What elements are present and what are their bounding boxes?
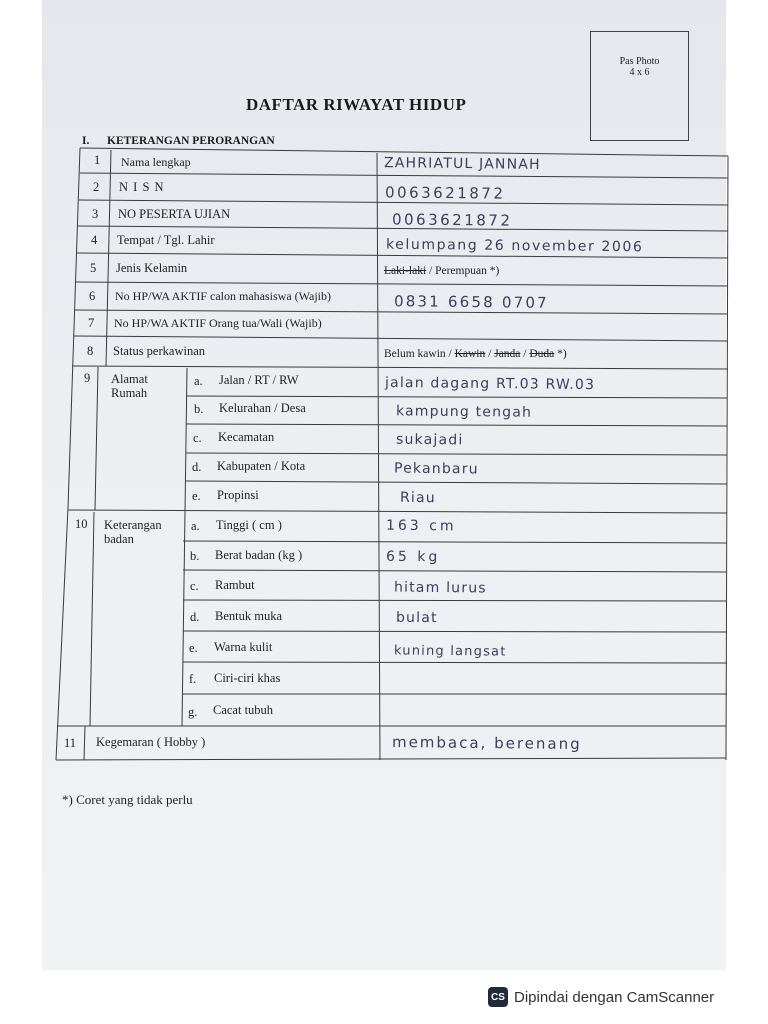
sub-value-jalan: jalan dagang RT.03 RW.03: [384, 374, 596, 394]
field-label-nisn: N I S N: [119, 180, 165, 194]
row-number: 11: [64, 736, 77, 750]
group-label-alamat: Alamat: [111, 372, 148, 386]
footnote-mark: *): [554, 348, 567, 360]
row-number: 6: [89, 289, 96, 303]
selected-option: Belum kawin /: [384, 348, 455, 360]
row-number: 7: [88, 316, 95, 330]
sub-label-bentuk-muka: Bentuk muka: [215, 609, 283, 623]
sub-label-berat: Berat badan (kg ): [215, 548, 303, 562]
row-number: 9: [84, 371, 91, 385]
sub-label-kelurahan: Kelurahan / Desa: [219, 401, 306, 415]
sub-value-warna-kulit: kuning langsat: [393, 643, 507, 660]
field-value-peserta: 0063621872: [391, 210, 513, 230]
page-title: DAFTAR RIWAYAT HIDUP: [246, 95, 467, 114]
sub-label-rambut: Rambut: [215, 578, 255, 592]
sub-letter: a.: [191, 519, 200, 533]
field-value-nama: ZAHRIATUL JANNAH: [383, 155, 541, 173]
field-label-hp-mahasiswa: No HP/WA AKTIF calon mahasiswa (Wajib): [115, 289, 331, 303]
sub-label-cacat: Cacat tubuh: [213, 703, 274, 717]
field-value-nisn: 0063621872: [384, 183, 506, 203]
field-label-ttl: Tempat / Tgl. Lahir: [117, 233, 215, 247]
sub-letter: b.: [190, 549, 200, 563]
field-value-status: [384, 348, 567, 360]
section-number: I.: [82, 135, 90, 147]
sub-letter: d.: [192, 460, 202, 474]
struck-option: Duda: [529, 348, 555, 360]
sub-letter: a.: [194, 374, 203, 388]
scanner-text: Dipindai dengan CamScanner: [514, 988, 715, 1006]
sub-value-propinsi: Riau: [399, 489, 436, 507]
separator: /: [520, 348, 530, 360]
sub-letter: b.: [194, 402, 204, 416]
sub-label-kabupaten: Kabupaten / Kota: [217, 459, 306, 473]
footnote: *) Coret yang tidak perlu: [62, 792, 193, 807]
field-value-hp-mahasiswa: 0831 6658 0707: [393, 292, 549, 312]
struck-option: Kawin: [454, 348, 486, 360]
sub-value-berat: 65 kg: [385, 548, 441, 566]
field-label-status: Status perkawinan: [113, 344, 205, 358]
group-label-badan: badan: [104, 532, 134, 546]
row-number: 8: [87, 344, 94, 358]
row-number: 1: [94, 153, 101, 167]
sub-label-tinggi: Tinggi ( cm ): [216, 518, 282, 532]
photo-label: Pas Photo: [619, 56, 660, 67]
sub-letter: e.: [189, 641, 198, 655]
field-value-ttl: kelumpang 26 november 2006: [385, 236, 644, 256]
sub-label-kecamatan: Kecamatan: [218, 430, 275, 444]
sub-label-ciri-khas: Ciri-ciri khas: [214, 671, 281, 685]
field-label-peserta: NO PESERTA UJIAN: [118, 207, 231, 221]
sub-value-kecamatan: sukajadi: [395, 431, 464, 449]
group-label-keterangan: Keterangan: [104, 518, 162, 532]
field-label-kelamin: Jenis Kelamin: [116, 261, 188, 275]
sub-value-kabupaten: Pekanbaru: [393, 460, 479, 478]
field-label-hp-ortu: No HP/WA AKTIF Orang tua/Wali (Wajib): [114, 316, 322, 330]
separator: /: [485, 348, 495, 360]
sub-value-bentuk-muka: bulat: [395, 609, 438, 627]
field-label-hobby: Kegemaran ( Hobby ): [96, 735, 206, 749]
sub-letter: c.: [193, 431, 202, 445]
sub-letter: f.: [189, 672, 197, 686]
field-label-nama: Nama lengkap: [121, 155, 191, 169]
struck-option: Laki-laki: [384, 265, 427, 277]
selected-option: / Perempuan *): [426, 265, 500, 277]
sub-letter: d.: [190, 610, 200, 624]
sub-letter: e.: [192, 489, 201, 503]
sub-value-kelurahan: kampung tengah: [395, 403, 533, 421]
camscanner-icon: CS: [488, 987, 508, 1007]
row-number: 4: [91, 233, 98, 247]
scanner-watermark: [488, 987, 714, 1007]
row-number: 3: [92, 207, 99, 221]
section-title: KETERANGAN PERORANGAN: [107, 135, 275, 147]
sub-letter: g.: [188, 705, 198, 719]
sub-value-tinggi: 163 cm: [385, 517, 457, 535]
field-value-hobby: membaca, berenang: [391, 733, 582, 753]
row-number: 10: [75, 517, 88, 531]
sub-letter: c.: [190, 579, 199, 593]
struck-option: Janda: [494, 348, 521, 360]
row-number: 2: [93, 180, 100, 194]
sub-value-rambut: hitam lurus: [393, 579, 487, 597]
field-value-kelamin: [384, 265, 499, 277]
sub-label-warna-kulit: Warna kulit: [214, 640, 273, 654]
group-label-rumah: Rumah: [111, 386, 148, 400]
sub-label-jalan: Jalan / RT / RW: [219, 373, 299, 387]
photo-size: 4 x 6: [629, 67, 650, 78]
sub-label-propinsi: Propinsi: [217, 488, 259, 502]
row-number: 5: [90, 261, 97, 275]
